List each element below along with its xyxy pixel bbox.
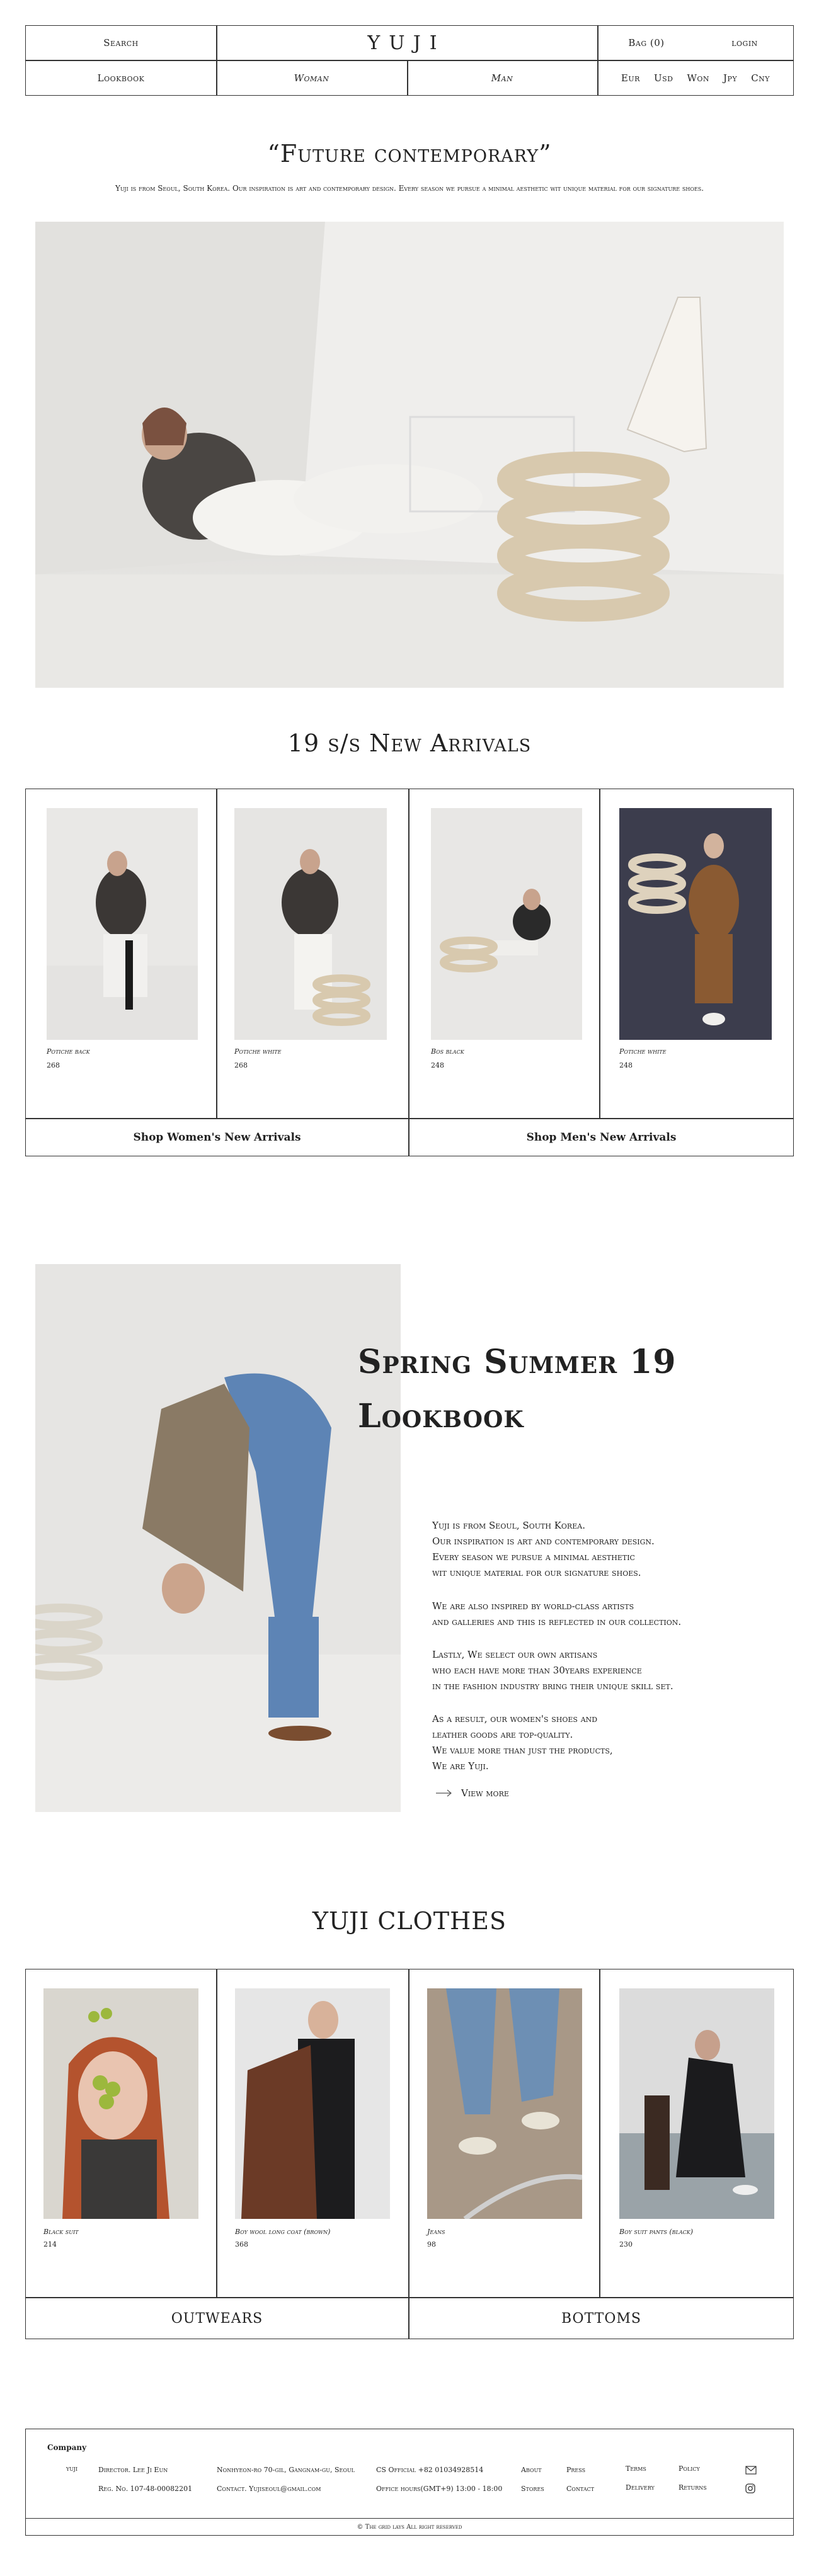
outwears-button[interactable]: OUTWEARS [171, 2310, 263, 2327]
bottoms-button[interactable]: BOTTOMS [561, 2310, 641, 2327]
product-price: 268 [234, 1061, 248, 1069]
footer-brand: yuji [66, 2465, 78, 2473]
footer-address: Nonhyeon-ro 70-gil, Gangnam-gu, Seoul [217, 2466, 355, 2474]
footer-cs-block [376, 2461, 502, 2499]
product-name: Black suit [43, 2228, 79, 2236]
product-image [47, 808, 198, 1040]
bag-link[interactable]: Bag (0) [628, 37, 665, 48]
footer-links-col2 [566, 2461, 594, 2499]
product-card[interactable] [26, 789, 216, 1118]
footer-contact-email[interactable]: Contact. Yujiseoul@gmail.com [217, 2485, 321, 2493]
currency-eur[interactable]: Eur [621, 72, 640, 84]
lookbook-title-line2: Lookbook [358, 1397, 524, 1435]
currency-cny[interactable]: Cny [751, 72, 770, 84]
nav-man[interactable]: Man [491, 72, 513, 84]
product-name: Potiche white [619, 1047, 667, 1056]
product-image [619, 1988, 774, 2219]
product-name: Potiche back [47, 1047, 90, 1056]
product-name: Jeans [427, 2228, 445, 2236]
site-logo[interactable]: YUJI [367, 31, 446, 54]
arrow-right-icon [436, 1789, 452, 1797]
product-name: Potiche white [234, 1047, 282, 1056]
product-card[interactable] [26, 1969, 216, 2297]
footer-links-col3 [626, 2459, 655, 2497]
product-card[interactable] [410, 789, 599, 1118]
product-name: Boy suit pants (black) [619, 2228, 694, 2236]
footer-director: Director. Lee Ji Eun [98, 2466, 168, 2474]
lookbook-paragraph-3: Lastly, We select our own artisans who each have more than 30years experience in the fashion industry bring their unique skill set. [432, 1649, 673, 1692]
product-card[interactable] [600, 789, 793, 1118]
product-price: 230 [619, 2240, 633, 2248]
currency-jpy[interactable]: Jpy [723, 72, 738, 84]
site-header [25, 25, 794, 96]
footer-cs: CS Official +82 01034928514 [376, 2466, 484, 2474]
clothes-grid [25, 1969, 794, 2339]
footer-delivery-link[interactable]: Delivery [626, 2483, 655, 2492]
currency-selector [597, 60, 794, 95]
product-image [234, 808, 387, 1040]
new-arrivals-title: 19 s/s New Arrivals [287, 729, 532, 757]
lookbook-paragraph-1: Yuji is from Seoul, South Korea. Our inspiration is art and contemporary design. Every season we pursue a minimal aesthetic wit unique material for our signature shoes. [432, 1520, 655, 1578]
footer-links-col4 [679, 2459, 707, 2497]
footer-press-link[interactable]: Press [566, 2466, 586, 2474]
lookbook-title [358, 1335, 677, 1444]
footer-reg-no: Reg. No. 107-48-00082201 [98, 2485, 193, 2493]
intro-title: “Future contemporary” [267, 140, 552, 168]
clothes-title: YUJI CLOTHES [312, 1907, 507, 1935]
view-more-label: View more [461, 1787, 509, 1799]
product-image [619, 808, 772, 1040]
login-link[interactable]: login [731, 37, 758, 48]
lookbook-title-line1: Spring Summer 19 [358, 1343, 677, 1381]
search-link[interactable]: Search [103, 37, 139, 48]
lookbook-paragraph-4: As a result, our women's shoes and leather goods are top-quality. We value more than just the products, We are Yuji. [432, 1713, 613, 1772]
footer-company-heading: Company [47, 2443, 87, 2452]
footer-links-col1 [521, 2461, 544, 2499]
shop-women-button[interactable]: Shop Women's New Arrivals [133, 1131, 301, 1144]
footer-stores-link[interactable]: Stores [521, 2485, 544, 2493]
product-price: 268 [47, 1061, 60, 1069]
product-image [431, 808, 582, 1040]
nav-lookbook[interactable]: Lookbook [97, 72, 145, 84]
product-price: 214 [43, 2240, 57, 2248]
currency-won[interactable]: Won [687, 72, 709, 84]
product-price: 98 [427, 2240, 436, 2248]
lookbook-image [35, 1264, 401, 1812]
hero-image [35, 222, 784, 688]
footer-office-hours: Office hours(GMT+9) 13:00 - 18:00 [376, 2485, 503, 2493]
new-arrivals-grid [25, 789, 794, 1156]
product-card[interactable] [217, 1969, 408, 2297]
currency-usd[interactable]: Usd [653, 72, 673, 84]
hero-illustration [35, 222, 784, 688]
footer-terms-link[interactable]: Terms [626, 2465, 646, 2473]
footer-returns-link[interactable]: Returns [679, 2483, 707, 2492]
shop-men-button[interactable]: Shop Men's New Arrivals [526, 1131, 677, 1144]
product-card[interactable] [600, 1969, 793, 2297]
footer-contact-link[interactable]: Contact [566, 2485, 595, 2493]
product-image [43, 1988, 198, 2219]
product-name: Bos black [431, 1047, 464, 1056]
view-more-link[interactable] [436, 1787, 509, 1799]
product-price: 368 [235, 2240, 248, 2248]
footer-company-info [98, 2461, 192, 2499]
lookbook-illustration [35, 1264, 401, 1812]
footer-copyright: © The grid lays All right reserved [25, 2518, 794, 2536]
product-image [427, 1988, 582, 2219]
instagram-icon[interactable] [745, 2483, 755, 2493]
product-price: 248 [431, 1061, 444, 1069]
product-card[interactable] [410, 1969, 599, 2297]
product-card[interactable] [217, 789, 408, 1118]
intro-text: Yuji is from Seoul, South Korea. Our inspiration is art and contemporary design. Every season we pursue a minimal aesthetic wit unique material for our signature shoes. [115, 184, 704, 193]
mail-icon[interactable] [745, 2466, 757, 2475]
footer-address-block [217, 2461, 355, 2499]
product-image [235, 1988, 390, 2219]
nav-woman[interactable]: Woman [294, 72, 329, 84]
product-price: 248 [619, 1061, 633, 1069]
lookbook-paragraph-2: We are also inspired by world-class artists and galleries and this is reflected in our collection. [432, 1600, 682, 1627]
footer-about-link[interactable]: About [521, 2466, 542, 2474]
product-name: Boy wool long coat (brown) [235, 2228, 331, 2236]
footer-policy-link[interactable]: Policy [679, 2465, 700, 2473]
